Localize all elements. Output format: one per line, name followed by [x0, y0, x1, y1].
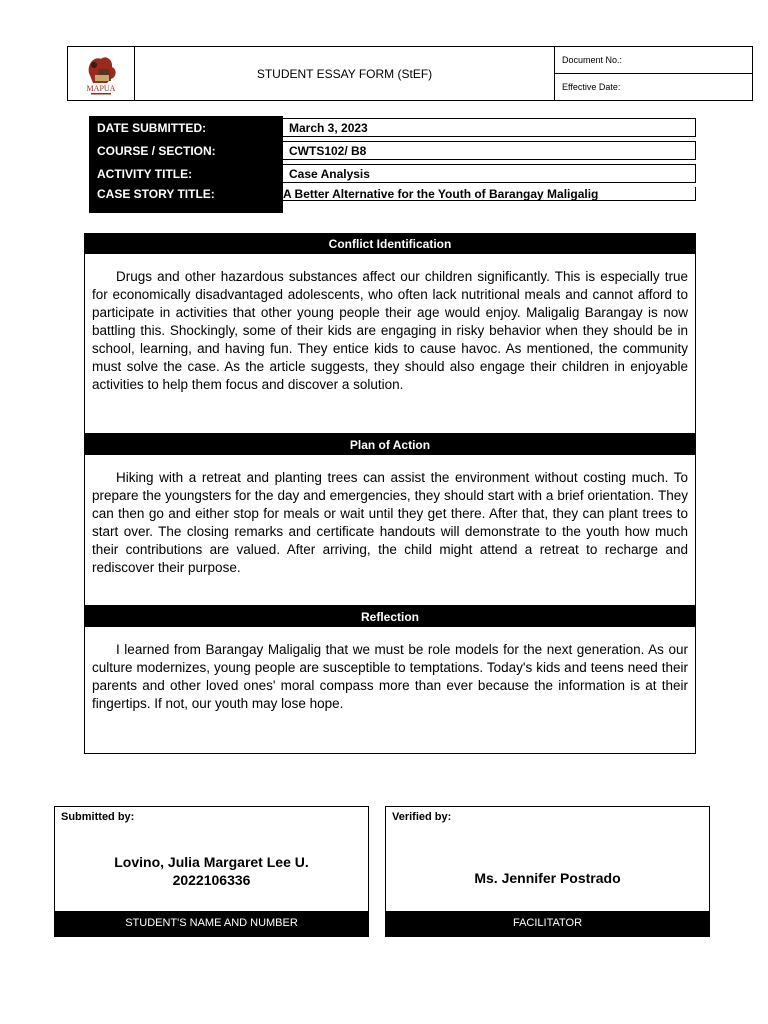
course-value: CWTS102/ B8: [283, 141, 696, 160]
case-row: [89, 185, 696, 205]
facilitator-footer: FACILITATOR: [386, 911, 709, 936]
plan-heading: Plan of Action: [85, 435, 695, 455]
mapua-seal-icon: [79, 51, 123, 97]
activity-row: [89, 162, 696, 185]
student-name: Lovino, Julia Margaret Lee U.: [114, 854, 309, 870]
date-label: DATE SUBMITTED:: [89, 116, 283, 139]
plan-section: [84, 434, 696, 606]
case-value: A Better Alternative for the Youth of Barangay Maligalig: [283, 187, 696, 201]
date-value: March 3, 2023: [283, 118, 696, 137]
submitted-by-label: Submitted by:: [61, 811, 135, 823]
conflict-section: [84, 233, 696, 434]
submitted-by-box: [54, 806, 369, 937]
conflict-text: Drugs and other hazardous substances affect our children significantly. This is especially true for economically disadvantaged adolescents, who often lack nutritional meals and cannot afford to participate in activities that other young people their age would enjoy. Maligalig Barangay is now battling this. Shockingly, some of their kids are engaging in risky behavior when they should be in school, learning, and having fun. They entice kids to cause havoc. As mentioned, the community must solve the case. As the article suggests, they should also engage their children in enjoyable activities to help them focus and discover a solution.: [92, 269, 688, 392]
document-meta: [554, 47, 752, 100]
activity-value: Case Analysis: [283, 164, 696, 183]
reflection-text: I learned from Barangay Maligalig that we must be role models for the next generation. As our culture modernizes, young people are susceptible to temptations. Today's kids and teens need their parents and other loved ones' moral compass more than ever because the information is at their fingertips. If not, our youth may lose hope.: [92, 642, 688, 711]
university-logo: [68, 47, 135, 100]
document-no-label: Document No.:: [562, 55, 623, 65]
student-number: 2022106336: [172, 872, 251, 888]
verified-by-box: [385, 806, 710, 937]
course-row: [89, 139, 696, 162]
facilitator-name: Ms. Jennifer Postrado: [474, 870, 621, 886]
svg-text:MAPUA: MAPUA: [86, 83, 116, 93]
plan-text: Hiking with a retreat and planting trees can assist the environment without costing much. To prepare the youngsters for the day and emergencies, they should start with a brief orientation. They can then go and either stop for meals or wait until they get there. After that, they can plant trees to start over. The closing remarks and certificate handouts will demonstrate to the youth how much their contributions are valued. After arriving, the child might attend a retreat to recharge and rediscover their purpose.: [92, 470, 688, 575]
form-header: [67, 46, 753, 101]
reflection-section: [84, 606, 696, 754]
effective-date-label: Effective Date:: [555, 73, 752, 100]
verified-by-label: Verified by:: [392, 811, 452, 823]
course-label: COURSE / SECTION:: [89, 139, 283, 162]
activity-label: ACTIVITY TITLE:: [89, 162, 283, 185]
case-label: CASE STORY TITLE:: [89, 185, 283, 213]
form-title: STUDENT ESSAY FORM (StEF): [256, 66, 433, 81]
date-row: [89, 116, 696, 139]
conflict-heading: Conflict Identification: [85, 234, 695, 254]
reflection-heading: Reflection: [85, 607, 695, 627]
student-footer: STUDENT'S NAME AND NUMBER: [55, 911, 368, 936]
submission-info: [89, 116, 696, 205]
